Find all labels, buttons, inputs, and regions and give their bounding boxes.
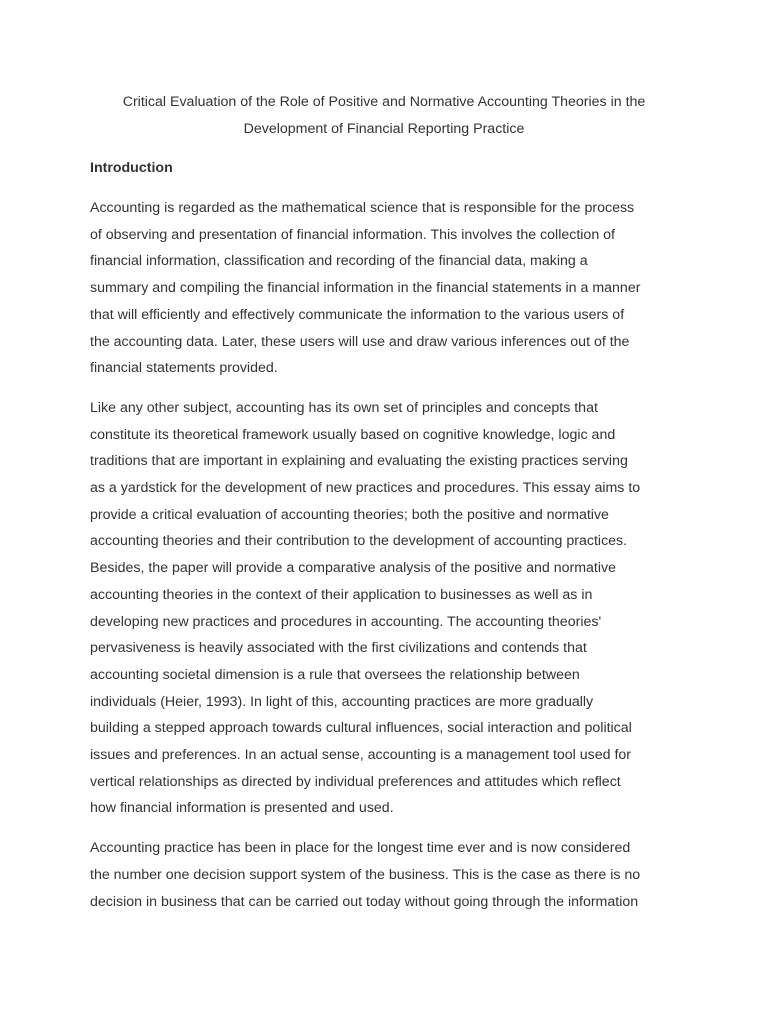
paragraph-line: accounting societal dimension is a rule that oversees the relationship between bbox=[90, 666, 580, 683]
paragraph-line: pervasiveness is heavily associated with the first civilizations and contends that bbox=[90, 640, 587, 657]
paragraph-line: Accounting practice has been in place for the longest time ever and is now considered bbox=[90, 840, 631, 857]
paragraph-line: the accounting data. Later, these users will use and draw various inferences out of the bbox=[90, 333, 630, 350]
paragraph-line: constitute its theoretical framework usually based on cognitive knowledge, logic and bbox=[90, 426, 616, 443]
paragraph bbox=[90, 395, 686, 822]
paragraph-line: developing new practices and procedures in accounting. The accounting theories' bbox=[90, 613, 602, 630]
paragraph-line: issues and preferences. In an actual sense, accounting is a management tool used for bbox=[90, 747, 632, 764]
paragraph-line: summary and compiling the financial information in the financial statements in a manner bbox=[90, 280, 641, 297]
paragraph-line: accounting theories and their contribution to the development of accounting practices. bbox=[90, 533, 628, 550]
document-body bbox=[90, 89, 686, 915]
document-title bbox=[90, 89, 678, 143]
paragraph-line: financial information, classification and recording of the financial data, making a bbox=[90, 253, 588, 270]
paragraph-line: Like any other subject, accounting has its own set of principles and concepts that bbox=[90, 399, 598, 416]
paragraph-line: building a stepped approach towards cultural influences, social interaction and political bbox=[90, 720, 632, 737]
paragraph-line: vertical relationships as directed by individual preferences and attitudes which reflect bbox=[90, 773, 621, 790]
paragraph-line: Besides, the paper will provide a comparative analysis of the positive and normative bbox=[90, 560, 617, 577]
paragraph-line: how financial information is presented and used. bbox=[90, 800, 394, 817]
paragraph bbox=[90, 195, 686, 382]
paragraph-line: provide a critical evaluation of accounting theories; both the positive and normative bbox=[90, 506, 609, 523]
paragraph-line: Accounting is regarded as the mathematical science that is responsible for the process bbox=[90, 200, 635, 216]
title-line: Critical Evaluation of the Role of Positive and Normative Accounting Theories in the bbox=[122, 94, 646, 110]
paragraph-line: individuals (Heier, 1993). In light of this, accounting practices are more gradually bbox=[90, 693, 594, 710]
paragraph bbox=[90, 835, 686, 915]
paragraph-line: of observing and presentation of financial information. This involves the collection of bbox=[90, 226, 615, 243]
paragraph-line: financial statements provided. bbox=[90, 360, 278, 377]
paragraph-line: the number one decision support system of the business. This is the case as there is no bbox=[90, 866, 641, 883]
paragraph-line: that will efficiently and effectively communicate the information to the various users of bbox=[90, 306, 625, 323]
section-heading-introduction: Introduction bbox=[90, 160, 173, 176]
paragraph-line: accounting theories in the context of their application to businesses as well as in bbox=[90, 586, 593, 603]
paragraph-line: as a yardstick for the development of new practices and procedures. This essay aims to bbox=[90, 480, 641, 497]
paragraph-line: decision in business that can be carried out today without going through the information bbox=[90, 893, 639, 910]
paragraph-line: traditions that are important in explaining and evaluating the existing practices serving bbox=[90, 453, 628, 470]
title-line: Development of Financial Reporting Practice bbox=[243, 121, 525, 137]
